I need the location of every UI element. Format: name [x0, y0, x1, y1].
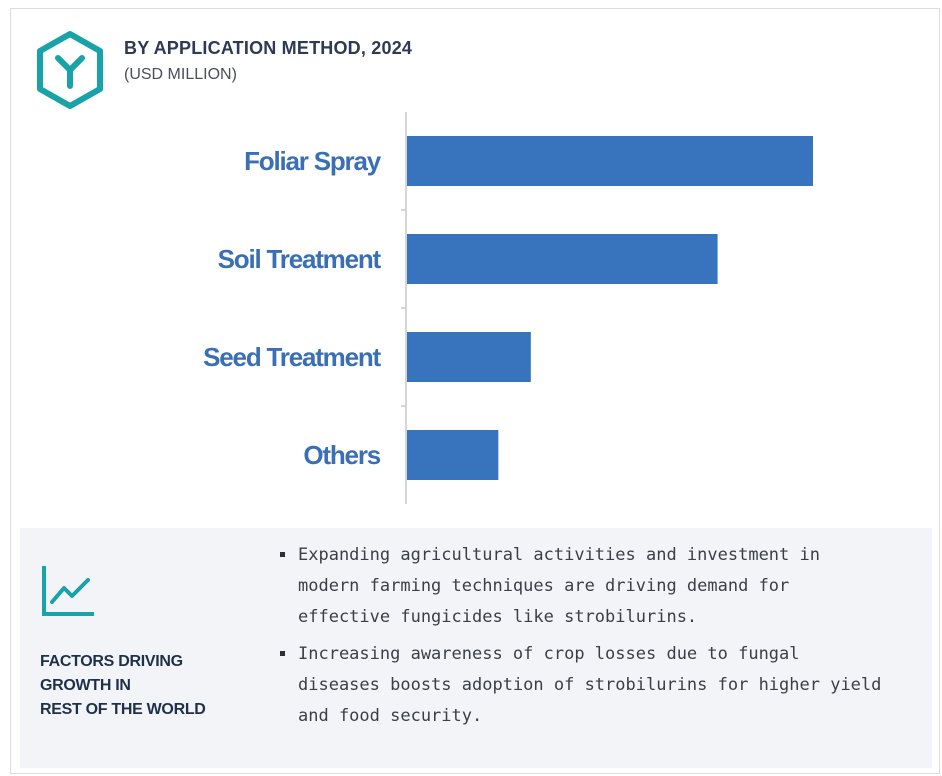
chart-unit-subtitle: (USD MILLION)	[124, 66, 237, 83]
category-label: Soil Treatment	[217, 244, 380, 274]
bar-chart	[0, 100, 942, 520]
chart-title: BY APPLICATION METHOD, 2024	[124, 38, 413, 58]
category-label: Seed Treatment	[203, 342, 380, 372]
bar	[407, 332, 531, 382]
factors-title-line: GROWTH IN	[40, 677, 131, 694]
factors-title-line: REST OF THE WORLD	[40, 701, 206, 718]
factor-text: Increasing awareness of crop losses due to fungal diseases boosts adoption of strobilurins for higher yield and food security.	[298, 644, 882, 726]
factor-text: Expanding agricultural activities and investment in modern farming techniques are driving demand for effective fungicides like strobilurins.	[298, 545, 820, 627]
bar	[407, 234, 718, 284]
category-label: Foliar Spray	[244, 146, 380, 176]
category-label: Others	[303, 440, 380, 470]
hexagon-y-icon	[34, 30, 106, 110]
bullet-icon	[280, 651, 285, 656]
factors-title-line: FACTORS DRIVING	[40, 653, 183, 670]
factors-title	[40, 650, 206, 722]
factor-bullet	[280, 540, 890, 633]
bar	[407, 430, 498, 480]
trend-chart-icon	[40, 562, 96, 618]
bar	[407, 136, 813, 186]
factors-list	[280, 540, 890, 738]
bullet-icon	[280, 552, 285, 557]
factor-bullet	[280, 639, 890, 732]
